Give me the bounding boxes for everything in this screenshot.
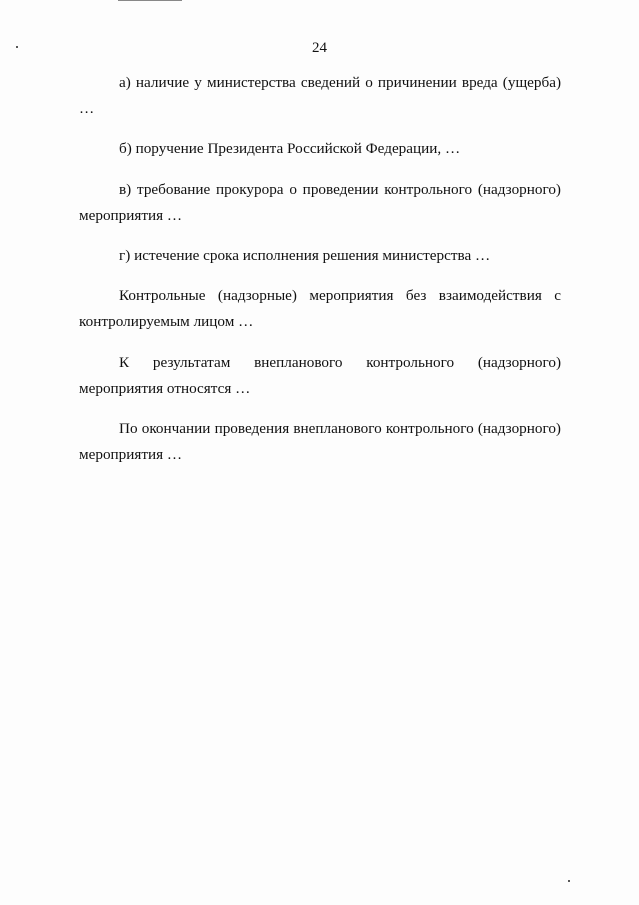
page-number: 24 — [312, 40, 327, 56]
paragraph-remote-control: Контрольные (надзорные) мероприятия без взаимодействия с контролируемым лицом … — [79, 287, 561, 331]
scan-edge-line — [118, 0, 182, 1]
scan-speck — [568, 880, 570, 882]
paragraph-results: К результатам внепланового контрольного (надзорного) мероприятия относятся … — [79, 353, 561, 397]
document-body — [79, 70, 561, 468]
paragraph-item-b: б) поручение Президента Российской Федерации, … — [119, 140, 461, 158]
paragraph-item-a: а) наличие у министерства сведений о причинении вреда (ущерба) … — [79, 74, 561, 118]
paragraph-act: По окончании проведения внепланового контрольного (надзорного) мероприятия … — [79, 420, 561, 464]
paragraph-item-v: в) требование прокурора о проведении контрольного (надзорного) мероприятия … — [79, 180, 561, 224]
paragraph-item-g: г) истечение срока исполнения решения министерства … — [119, 247, 491, 265]
